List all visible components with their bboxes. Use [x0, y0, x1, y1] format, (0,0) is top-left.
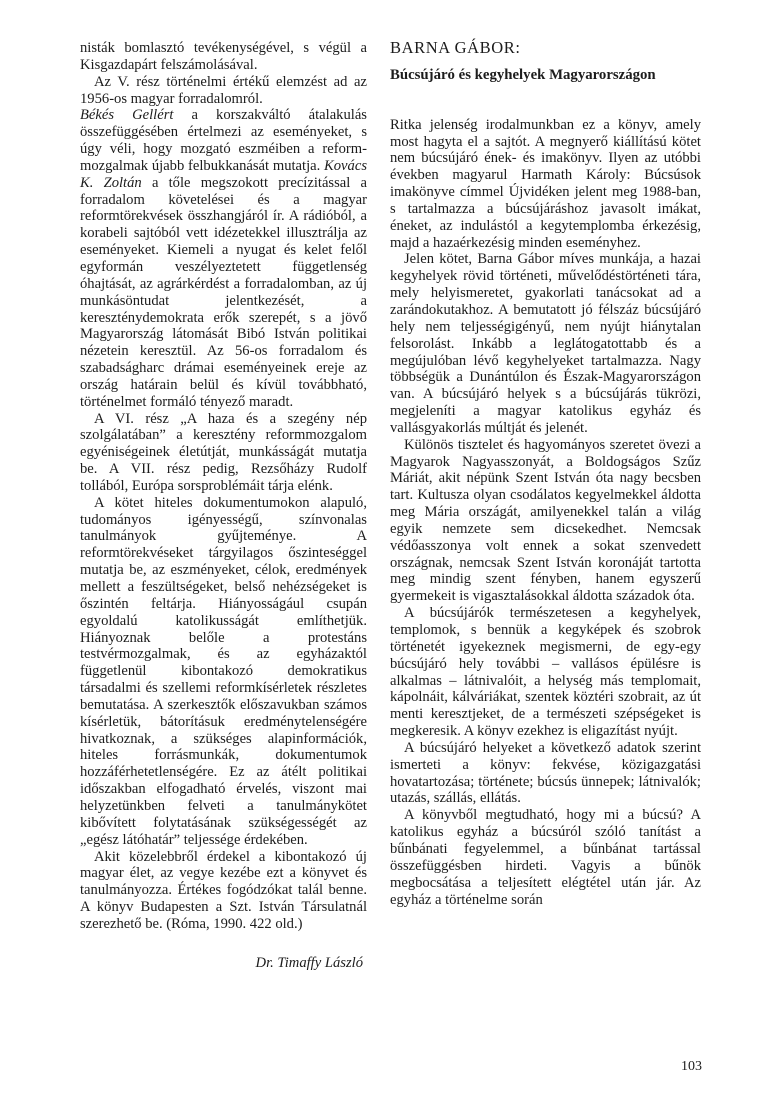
page-number: 103	[681, 1059, 702, 1074]
paragraph: Akit közelebbről érdekel a kibontakozó új magyar élet, az vegye kezébe ezt a könyvet és tanulmányozza. Értékes fogódzókat talál benne. A könyv Budapesten a Szt. István Társulatnál szerezhető be. (Róma, 1990. 422 old.)	[80, 848, 367, 932]
book-title: Búcsújáró és kegyhelyek Magyarországon	[390, 66, 656, 83]
reviewer-signature: Dr. Timaffy László	[255, 954, 363, 971]
left-column	[80, 40, 367, 972]
review-body	[390, 117, 701, 909]
paragraph: A kötet hiteles dokumentumokon alapuló, tudományos igényességű, színvonalas tanulmányok gyűjteménye. A reformtörekvéseket tárgyilagos őszinteséggel mutatja be, az eszményeket, célok, eredmények mellett a feszültségeket, belső nehézségeket is őszintén feltárja. Hiányosságául csupán egyoldalú katolikusságát említhetjük. Hiányoznak belőle a protestáns testvérmozgalmak, és az egyházaktól függetlenül kibontakozó demokratikus társadalmi és szellemi reformkísérletek részletes bemutatása. A szerkesztők előszavukban számos kísérletük, bátorításuk eredménytelenségére hivatkoznak, a szükséges alapinformációk, hiteles forrásmunkák, dokumentumok hozzáférhetetlenségére. Ez az átélt politikai időszakban elfogadható érvelés, viszont mai helyzetünkben felveti a tanulmánykötet kibővített folytatásának szükségességét az „egész látóhatár” teljessége érdekében.	[80, 494, 367, 848]
paragraph: A VI. rész „A haza és a szegény nép szolgálatában” a keresztény reformmozgalom egyéniségeinek életútját, munkásságát mutatja be. A VII. rész pedig, Rezsőházy Rudolf tollából, Európa sorsproblémáit tárja elénk.	[80, 410, 367, 494]
author-name: Békés Gellért	[80, 107, 174, 124]
review-author: BARNA GÁBOR:	[390, 38, 521, 57]
paragraph: Az V. rész történelmi értékű elemzést ad az 1956-os magyar forradalomról.	[80, 73, 367, 107]
author-name: Kovács K. Zoltán	[80, 157, 367, 191]
paragraph: Különös tisztelet és hagyományos szeretet övezi a Magyarok Nagyasszonyát, a Boldogságos Szűz Máriát, akit népünk Szent István óta nagy becsben tart. Kultusza olyan csodálatos kegyelmekkel áldotta meg Mária országát, amilyenekkel talán a világ egyik nemzete sem dicsekedhet. Nemcsak védőasszonya volt ennek a sokat szenvedett országnak, nemcsak Szent István koronáját tartotta meg mindig szent fényben, hanem egyszerű gyermekeit is vigasztalásokkal áldotta századok óta.	[390, 436, 701, 605]
paragraph: A könyvből megtudható, hogy mi a búcsú? A katolikus egyház a búcsúról szóló tanítást a bűnbánati fegyelemmel, a bűnbánat tartással összefüggésben hirdeti. Vagyis a bűnök megbocsátása a teljesített elégtétel után jár. Az egyház a történelme során	[390, 807, 701, 908]
right-column	[390, 40, 701, 908]
paragraph-text: a tőle megszokott precízitással a forradalom követelései és a magyar reformtörekvések összhangjáról ír. A rádióból, a korabeli sajtóból vett idézetekkel illusztrálja az eseményeket. Kiemeli a nyugat és kelet felől egyformán veszélyeztetett függetlenség óhajtását, az agrárkérdést a forradalomban, az új munkásöntudat jelentkezését, a kereszténydemokrata erők szerepét, s a jövő Magyarország látomását Bibó István politikai nézetein keresztül. Az 56-os forradalom és szabadságharc drámai eseményeinek ereje az ország határain belül és kívül továbbható, történelmet formáló tényező maradt.	[80, 174, 368, 410]
paragraph: Ritka jelenség irodalmunkban ez a könyv, amely most hagyta el a sajtót. A megnyerő kiállítású kötet nem búcsújáró ének- és imakönyv. Ilyen az utóbbi években magyarul Harmath Károly: Búcsúsok imakönyve címmel Újvidéken jelent meg 1988-ban, s tartalmazza a búcsújáráshoz javasolt imákat, éneket, az indulástól a kegytemplomba érkezésig, majd a hazaérkezésig minden eseményhez.	[390, 116, 701, 251]
paragraph: A búcsújáró helyeket a következő adatok szerint ismerteti a könyv: fekvése, közigazgatási hovatartozása; története; búcsús ünnepek; látnivalók; utazás, szállás, ellátás.	[390, 739, 701, 807]
paragraph-with-name	[80, 107, 367, 410]
paragraph: nisták bomlasztó tevékenységével, s végül a Kisgazdapárt felszámolásával.	[80, 40, 367, 73]
paragraph: Jelen kötet, Barna Gábor míves munkája, a hazai kegyhelyek rövid történeti, művelődéstörténeti tára, mely helyismeretet, gyakorlati tanácsokat ad a zarándokutakhoz. A bemutatott jó félszáz búcsújáró hely nem teljességigényű, nem nyújt hiánytalan felsorolást. Inkább a leglátogatottabb és a megújulóban lévő kegyhelyeket tartalmazza. Nagy többségük a Dunántúlon és Észak-Magyarországon van. A búcsújáró helyek s a búcsújárás tükrözi, megjeleníti a magyar katolikus egyház és vallásgyakorlás múltját és jelenét.	[390, 251, 701, 436]
paragraph-text: a korszakváltó átalakulás összefüggésében értelmezi az eseményeket, s úgy véli, hogy mozgató eszméiben a reform-mozgalmak újabb felbukkanását mutatja.	[80, 107, 367, 174]
paragraph: A búcsújárók természetesen a kegyhelyek, templomok, s bennük a kegyképek és szobrok történetét igyekeznek megismerni, de egy-egy búcsújáró hely további – vallásos épülésre is alkalmas – látnivalóit, a helység más templomait, kápolnáit, kálváriákat, szentek köztéri szobrait, az út menti keresztjeket, de a természeti szépségeket is megkeresik. A könyv ezekhez is eligazítást nyújt.	[390, 605, 701, 740]
